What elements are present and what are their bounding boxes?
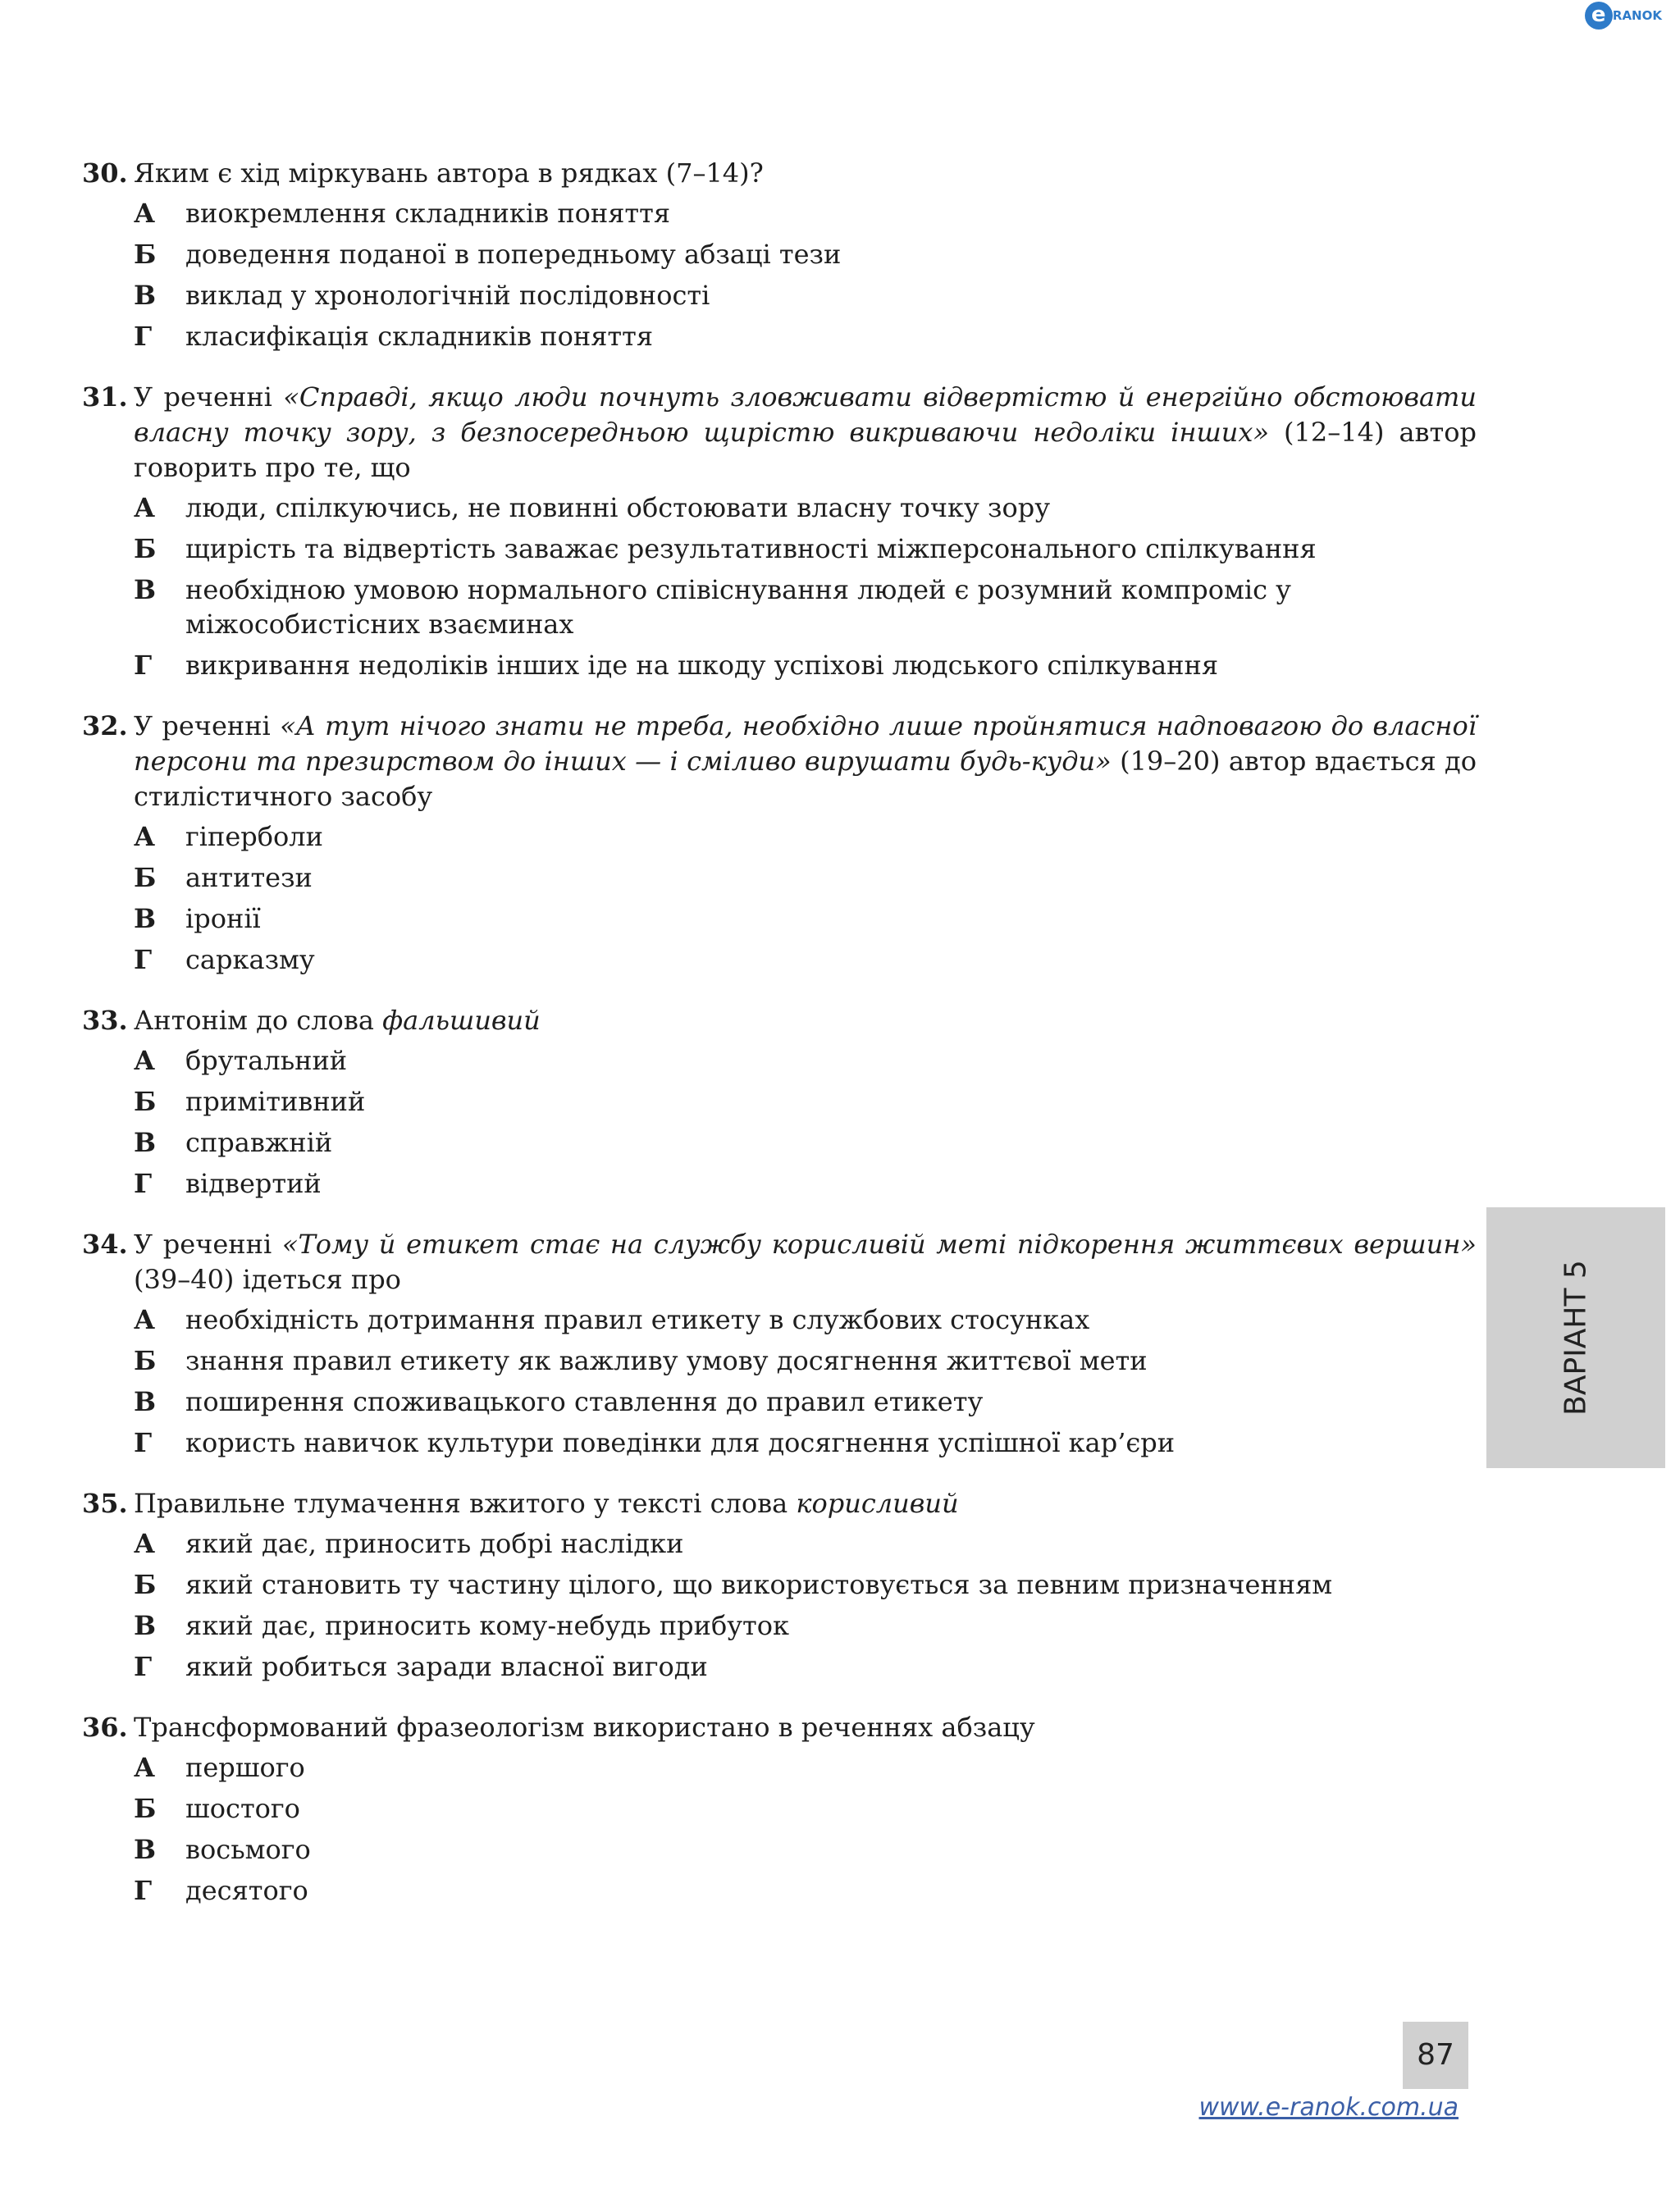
option-letter: Б <box>134 239 157 270</box>
option-letter: В <box>134 574 157 605</box>
answer-option <box>134 1649 1477 1684</box>
option-text: виокремлення складників поняття <box>185 198 671 229</box>
question-prefix: У реченні <box>134 710 281 741</box>
answer-option <box>134 1043 1477 1078</box>
answer-option <box>134 237 1477 271</box>
option-letter: А <box>134 821 156 852</box>
option-text: класифікація складників поняття <box>185 321 653 352</box>
option-text: восьмого <box>185 1834 311 1865</box>
option-text: щирість та відвертість заважає результативності міжперсонального спілкування <box>185 533 1317 564</box>
logo-e-icon: e <box>1585 2 1613 30</box>
option-letter: Б <box>134 1086 157 1117</box>
option-text: справжній <box>185 1127 333 1158</box>
answer-options <box>82 1526 1477 1684</box>
option-letter: В <box>134 1610 157 1641</box>
option-letter: В <box>134 1386 157 1417</box>
option-letter: Г <box>134 321 153 352</box>
question-text <box>134 1003 1477 1038</box>
answer-option <box>134 1166 1477 1201</box>
answer-option <box>134 196 1477 230</box>
option-letter: Г <box>134 1427 153 1458</box>
answer-options <box>82 1302 1477 1460</box>
question-31 <box>82 380 1477 682</box>
option-letter: В <box>134 1834 157 1865</box>
option-text: викривання недоліків інших іде на шкоду успіхові людського спілкування <box>185 650 1219 681</box>
answer-option <box>134 490 1477 525</box>
option-letter: Б <box>134 1793 157 1824</box>
question-suffix: (39–40) ідеться про <box>134 1264 401 1295</box>
question-text <box>134 709 1477 814</box>
option-letter: А <box>134 198 156 229</box>
variant-label: ВАРІАНТ 5 <box>1559 1260 1593 1416</box>
answer-options <box>82 1043 1477 1201</box>
answer-option <box>134 648 1477 682</box>
publisher-logo <box>1585 2 1662 30</box>
answer-option <box>134 1302 1477 1337</box>
answer-option <box>134 1384 1477 1419</box>
question-prefix: Антонім до слова <box>134 1005 383 1036</box>
question-number: 35. <box>82 1488 128 1519</box>
option-text: знання правил етикету як важливу умову досягнення життєвої мети <box>185 1345 1148 1376</box>
question-number: 33. <box>82 1005 128 1036</box>
question-32 <box>82 709 1477 977</box>
website-link[interactable]: www.e-ranok.com.ua <box>1198 2093 1459 2122</box>
option-text: який становить ту частину цілого, що використовується за певним призначенням <box>185 1569 1333 1600</box>
answer-options <box>82 490 1477 682</box>
option-letter: А <box>134 1304 156 1335</box>
option-letter: Б <box>134 862 157 893</box>
question-number: 32. <box>82 710 128 741</box>
answer-option <box>134 942 1477 977</box>
option-letter: Г <box>134 1651 153 1682</box>
option-letter: Б <box>134 1345 157 1376</box>
answer-option <box>134 1425 1477 1460</box>
option-text: який дає, приносить кому-небудь прибуток <box>185 1610 789 1641</box>
question-35 <box>82 1486 1477 1684</box>
option-letter: А <box>134 1752 156 1783</box>
answer-option <box>134 319 1477 353</box>
question-number: 36. <box>82 1712 128 1743</box>
question-text <box>134 380 1477 486</box>
question-suffix: (12–14) автор говорить про те, що <box>134 417 1477 483</box>
option-letter: А <box>134 492 156 523</box>
option-letter: Б <box>134 533 157 564</box>
option-text: відвертий <box>185 1168 322 1199</box>
option-text: брутальний <box>185 1045 348 1076</box>
option-letter: Г <box>134 1875 153 1906</box>
question-quote: «Справді, якщо люди почнуть зловживати відвертістю й енергійно обстоювати власну точку зору, з безпосередньою щирістю викриваючи недоліки інших» <box>134 381 1477 448</box>
option-text: виклад у хронологічній послідовності <box>185 280 710 311</box>
answer-option <box>134 1567 1477 1602</box>
question-prefix: У реченні <box>134 381 284 413</box>
answer-option <box>134 1125 1477 1160</box>
question-number: 31. <box>82 381 128 413</box>
answer-option <box>134 1791 1477 1826</box>
answer-option <box>134 1526 1477 1561</box>
question-text <box>134 1486 1477 1521</box>
option-letter: Б <box>134 1569 157 1600</box>
question-quote: фальшивий <box>382 1005 541 1036</box>
option-text: першого <box>185 1752 305 1783</box>
option-text: десятого <box>185 1875 308 1906</box>
answer-option <box>134 1608 1477 1643</box>
answer-options <box>82 1750 1477 1908</box>
option-letter: Г <box>134 1168 153 1199</box>
option-text: шостого <box>185 1793 300 1824</box>
option-letter: Г <box>134 944 153 975</box>
option-text: гіперболи <box>185 821 323 852</box>
answer-option <box>134 1873 1477 1908</box>
option-text: користь навичок культури поведінки для досягнення успішної кар’єри <box>185 1427 1176 1458</box>
question-text: Трансформований фразеологізм використано в реченнях абзацу <box>134 1712 1035 1743</box>
question-quote: корисливий <box>796 1488 959 1519</box>
option-text: примітивний <box>185 1086 366 1117</box>
option-text: необхідною умовою нормального співіснування людей є розумний компроміс у міжособистісних взаєминах <box>185 574 1291 640</box>
question-suffix: (19–20) автор вдається до стилістичного засобу <box>134 746 1477 812</box>
option-text: сарказму <box>185 944 315 975</box>
answer-option <box>134 572 1477 641</box>
answer-option <box>134 1750 1477 1785</box>
question-36 <box>82 1710 1477 1908</box>
question-quote: «Тому й етикет стає на службу корисливій меті підкорення життєвих вершин» <box>281 1229 1477 1260</box>
answer-option <box>134 1832 1477 1867</box>
question-34 <box>82 1227 1477 1460</box>
answer-option <box>134 901 1477 936</box>
question-prefix: Правильне тлумачення вжитого у тексті слова <box>134 1488 797 1519</box>
option-text: який робиться заради власної вигоди <box>185 1651 708 1682</box>
answer-option <box>134 819 1477 854</box>
option-text: антитези <box>185 862 313 893</box>
question-prefix: У реченні <box>134 1229 282 1260</box>
answer-option <box>134 860 1477 895</box>
option-text: який дає, приносить добрі наслідки <box>185 1528 684 1559</box>
option-letter: В <box>134 280 157 311</box>
answer-options <box>82 819 1477 977</box>
option-text: поширення споживацького ставлення до правил етикету <box>185 1386 984 1417</box>
question-text: Яким є хід міркувань автора в рядках (7–14)? <box>134 157 764 189</box>
option-text: люди, спілкуючись, не повинні обстоювати власну точку зору <box>185 492 1051 523</box>
option-text: доведення поданої в попередньому абзаці тези <box>185 239 842 270</box>
question-33 <box>82 1003 1477 1201</box>
logo-text: -RANOK <box>1607 8 1662 23</box>
question-30 <box>82 156 1477 353</box>
question-quote: «А тут нічого знати не треба, необхідно лише пройнятися надповагою до власної персони та презирством до інших — і сміливо вирушати будь-куди» <box>134 710 1477 777</box>
page-number: 87 <box>1403 2022 1468 2089</box>
option-letter: В <box>134 1127 157 1158</box>
answer-option <box>134 1084 1477 1119</box>
question-number: 30. <box>82 157 128 189</box>
option-text: необхідність дотримання правил етикету в службових стосунках <box>185 1304 1090 1335</box>
option-letter: В <box>134 903 157 934</box>
variant-side-tab <box>1486 1207 1665 1468</box>
questions-list <box>82 156 1477 1934</box>
question-number: 34. <box>82 1229 128 1260</box>
option-text: іронії <box>185 903 261 934</box>
answer-option <box>134 531 1477 566</box>
answer-options <box>82 196 1477 353</box>
answer-option <box>134 278 1477 312</box>
answer-option <box>134 1343 1477 1378</box>
option-letter: Г <box>134 650 153 681</box>
option-letter: А <box>134 1528 156 1559</box>
question-text <box>134 1227 1477 1298</box>
option-letter: А <box>134 1045 156 1076</box>
